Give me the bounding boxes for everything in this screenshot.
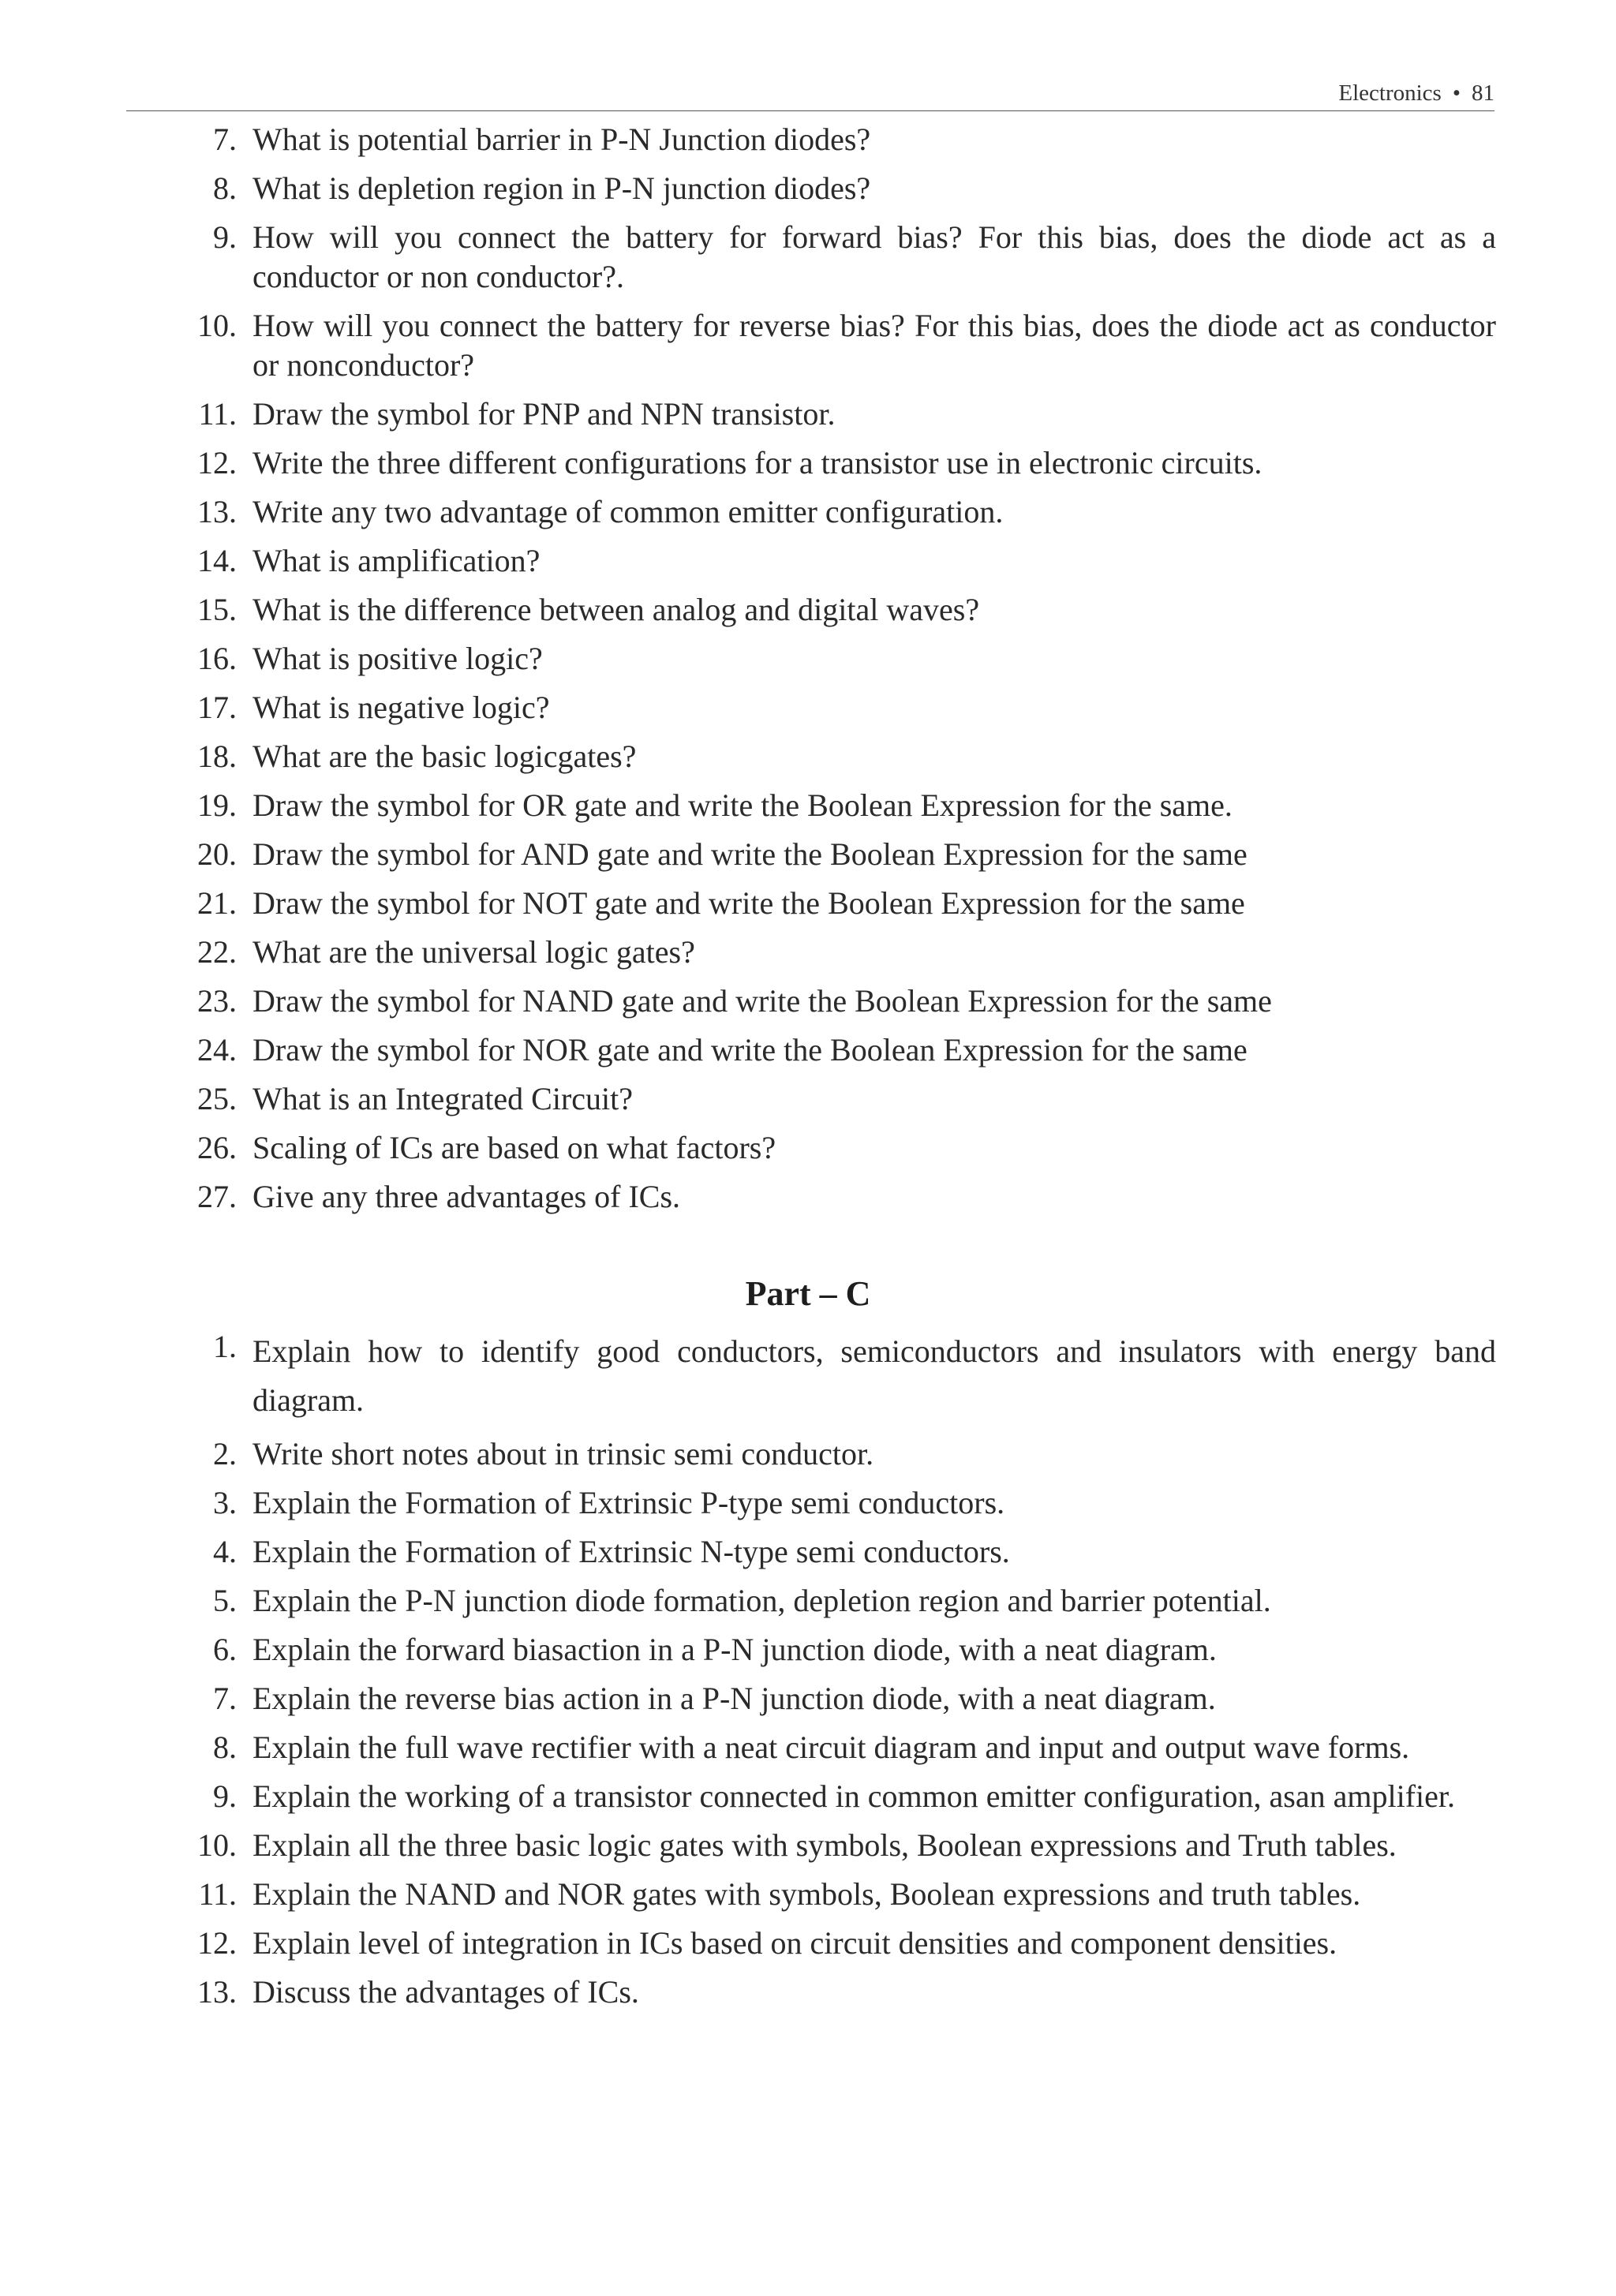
question-text: What are the basic logicgates? <box>252 739 637 774</box>
running-head-separator: • <box>1452 80 1461 106</box>
question-item <box>172 306 1496 385</box>
question-number: 16. <box>197 641 237 676</box>
question-item <box>172 1327 1496 1425</box>
question-item <box>172 1581 1496 1621</box>
question-number-cell <box>172 1630 237 1670</box>
question-text: Explain all the three basic logic gates with symbols, Boolean expressions and Truth tables. <box>252 1827 1397 1863</box>
question-number-cell <box>172 786 237 825</box>
question-number-cell <box>172 590 237 630</box>
question-number: 1. <box>213 1329 237 1364</box>
question-number: 26. <box>197 1130 237 1165</box>
question-number: 9. <box>213 1778 237 1814</box>
question-text: Explain the Formation of Extrinsic N-type semi conductors. <box>252 1534 1010 1569</box>
question-text: Draw the symbol for NOT gate and write the Boolean Expression for the same <box>252 885 1245 921</box>
question-item <box>172 169 1496 208</box>
question-item <box>172 590 1496 630</box>
question-number: 22. <box>197 934 237 970</box>
question-text: Explain level of integration in ICs based on circuit densities and component densities. <box>252 1925 1337 1961</box>
question-number: 3. <box>213 1485 237 1520</box>
question-number-cell <box>172 1679 237 1718</box>
question-number-cell <box>172 933 237 972</box>
question-number: 14. <box>197 543 237 578</box>
question-number-cell <box>172 1128 237 1168</box>
question-number-cell <box>172 982 237 1021</box>
question-number-cell <box>172 1581 237 1621</box>
question-item <box>172 933 1496 972</box>
question-text: Write any two advantage of common emitter configuration. <box>252 494 1004 529</box>
question-number-cell <box>172 737 237 776</box>
question-number: 27. <box>197 1179 237 1214</box>
question-number: 6. <box>213 1632 237 1667</box>
question-number: 17. <box>197 690 237 725</box>
question-item <box>172 1434 1496 1474</box>
question-number-cell <box>172 306 237 385</box>
question-text: What is the difference between analog and digital waves? <box>252 592 980 627</box>
question-text: Explain the full wave rectifier with a neat circuit diagram and input and output wave forms. <box>252 1729 1410 1765</box>
question-text: Explain the P-N junction diode formation, depletion region and barrier potential. <box>252 1583 1271 1618</box>
question-item <box>172 639 1496 679</box>
question-number-cell <box>172 395 237 434</box>
running-head-subject: Electronics <box>1338 80 1442 106</box>
question-item <box>172 1973 1496 2012</box>
question-item <box>172 786 1496 825</box>
question-item <box>172 218 1496 297</box>
question-text: Draw the symbol for AND gate and write the Boolean Expression for the same <box>252 836 1248 872</box>
question-number-cell <box>172 1177 237 1217</box>
question-number: 12. <box>197 445 237 481</box>
question-number: 25. <box>197 1081 237 1116</box>
question-number-cell <box>172 1532 237 1572</box>
question-number: 24. <box>197 1032 237 1068</box>
question-number-cell <box>172 1327 237 1425</box>
question-text: Draw the symbol for PNP and NPN transistor. <box>252 396 836 432</box>
question-item <box>172 443 1496 483</box>
question-text: Give any three advantages of ICs. <box>252 1179 681 1214</box>
question-number-cell <box>172 1826 237 1865</box>
part-c-question-list <box>172 1327 1496 2021</box>
question-number: 13. <box>197 1974 237 2010</box>
question-number-cell <box>172 1079 237 1119</box>
question-text: Explain the Formation of Extrinsic P-type semi conductors. <box>252 1485 1005 1520</box>
question-text: Write the three different configurations for a transistor use in electronic circuits. <box>252 445 1262 481</box>
question-number: 8. <box>213 1729 237 1765</box>
question-text: What is potential barrier in P-N Junction diodes? <box>252 122 871 157</box>
question-number-cell <box>172 688 237 727</box>
question-number: 2. <box>213 1436 237 1471</box>
question-item <box>172 737 1496 776</box>
question-item <box>172 1679 1496 1718</box>
question-number: 15. <box>197 592 237 627</box>
question-number: 5. <box>213 1583 237 1618</box>
question-item <box>172 982 1496 1021</box>
question-item <box>172 541 1496 581</box>
question-item <box>172 492 1496 532</box>
question-number-cell <box>172 541 237 581</box>
part-b-question-list <box>172 120 1496 1226</box>
question-item <box>172 1728 1496 1767</box>
question-text: Draw the symbol for NAND gate and write the Boolean Expression for the same <box>252 983 1272 1019</box>
question-text: What is amplification? <box>252 543 541 578</box>
question-number: 10. <box>197 1827 237 1863</box>
question-text: What are the universal logic gates? <box>252 934 695 970</box>
question-item <box>172 884 1496 923</box>
question-text: Explain the working of a transistor connected in common emitter configuration, asan amplifier. <box>252 1778 1456 1814</box>
question-item <box>172 1875 1496 1914</box>
question-text: Explain the reverse bias action in a P-N junction diode, with a neat diagram. <box>252 1681 1216 1716</box>
question-number-cell <box>172 443 237 483</box>
question-text: Draw the symbol for OR gate and write the Boolean Expression for the same. <box>252 787 1233 823</box>
question-item <box>172 1079 1496 1119</box>
question-item <box>172 835 1496 874</box>
question-text: What is an Integrated Circuit? <box>252 1081 634 1116</box>
question-text: Write short notes about in trinsic semi conductor. <box>252 1436 874 1471</box>
question-number: 7. <box>213 122 237 157</box>
question-item <box>172 395 1496 434</box>
question-item <box>172 1483 1496 1523</box>
question-number: 20. <box>197 836 237 872</box>
section-title-part-c: Part – C <box>745 1274 871 1313</box>
page-number: 81 <box>1472 80 1494 106</box>
question-number: 7. <box>213 1681 237 1716</box>
question-text: Explain the forward biasaction in a P-N junction diode, with a neat diagram. <box>252 1632 1217 1667</box>
question-number-cell <box>172 169 237 208</box>
question-text: How will you connect the battery for reverse bias? For this bias, does the diode act as conductor or nonconductor? <box>252 308 1496 383</box>
question-text: Draw the symbol for NOR gate and write the Boolean Expression for the same <box>252 1032 1248 1068</box>
question-item <box>172 1177 1496 1217</box>
running-head <box>126 79 1494 111</box>
question-number: 8. <box>213 170 237 206</box>
question-number-cell <box>172 1777 237 1816</box>
question-number-cell <box>172 218 237 297</box>
question-text: What is positive logic? <box>252 641 543 676</box>
question-number-cell <box>172 120 237 159</box>
question-text: How will you connect the battery for forward bias? For this bias, does the diode act as a conductor or non conductor?. <box>252 219 1496 294</box>
question-item <box>172 1777 1496 1816</box>
question-number-cell <box>172 1483 237 1523</box>
question-number-cell <box>172 884 237 923</box>
question-item <box>172 1630 1496 1670</box>
question-number-cell <box>172 1875 237 1914</box>
question-text: What is negative logic? <box>252 690 550 725</box>
question-text: Explain how to identify good conductors, semiconductors and insulators with energy band diagram. <box>252 1333 1496 1418</box>
question-number: 21. <box>197 885 237 921</box>
question-number-cell <box>172 1030 237 1070</box>
question-number: 4. <box>213 1534 237 1569</box>
question-number-cell <box>172 1973 237 2012</box>
question-number: 9. <box>213 219 237 255</box>
question-item <box>172 1826 1496 1865</box>
question-number-cell <box>172 1728 237 1767</box>
question-item <box>172 120 1496 159</box>
question-item <box>172 1924 1496 1963</box>
question-text: Scaling of ICs are based on what factors? <box>252 1130 776 1165</box>
question-number: 19. <box>197 787 237 823</box>
question-number: 11. <box>198 1876 237 1912</box>
question-number-cell <box>172 1924 237 1963</box>
question-number-cell <box>172 492 237 532</box>
question-number: 11. <box>198 396 237 432</box>
question-number-cell <box>172 639 237 679</box>
question-text: Discuss the advantages of ICs. <box>252 1974 639 2010</box>
question-text: What is depletion region in P-N junction diodes? <box>252 170 871 206</box>
question-number: 12. <box>197 1925 237 1961</box>
question-number: 23. <box>197 983 237 1019</box>
question-item <box>172 1030 1496 1070</box>
question-number-cell <box>172 1434 237 1474</box>
question-item <box>172 688 1496 727</box>
question-number: 18. <box>197 739 237 774</box>
question-text: Explain the NAND and NOR gates with symbols, Boolean expressions and truth tables. <box>252 1876 1361 1912</box>
question-number: 10. <box>197 308 237 343</box>
question-number-cell <box>172 835 237 874</box>
question-item <box>172 1128 1496 1168</box>
question-item <box>172 1532 1496 1572</box>
question-number: 13. <box>197 494 237 529</box>
